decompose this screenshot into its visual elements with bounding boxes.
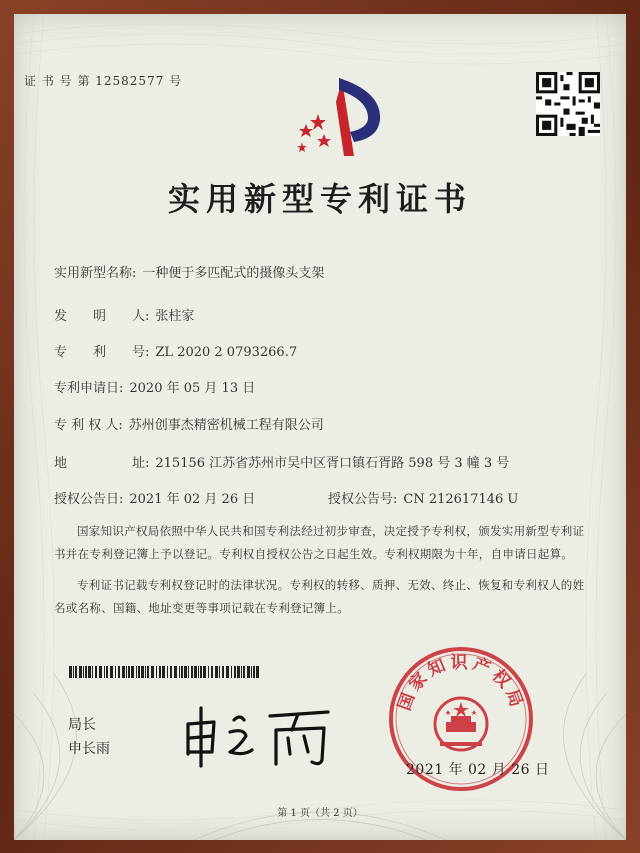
svg-text:国家知识产权局: 国家知识产权局 <box>394 652 528 714</box>
field-value: ZL 2020 2 0793266.7 <box>155 345 298 360</box>
certificate-sheet <box>14 14 626 840</box>
field-grant-number <box>328 488 518 507</box>
field-label: 专 利 号: <box>54 345 150 360</box>
barcode-icon <box>69 666 259 678</box>
field-value: 苏州创事杰精密机械工程有限公司 <box>128 418 324 433</box>
field-value: 2021 年 02 月 26 日 <box>129 492 256 507</box>
field-grant-date <box>54 488 255 507</box>
page-number: 第 1 页（共 2 页） <box>277 808 363 819</box>
seal-date: 2021 年 02 月 26 日 <box>406 762 550 778</box>
paragraph-legal-notice: 专利证书记载专利权登记时的法律状况。专利权的转移、质押、无效、终止、恢复和专利权人的姓名或名称、国籍、地址变更等事项记载在专利登记簿上。 <box>54 578 585 615</box>
cnipa-logo-icon <box>284 72 384 164</box>
paragraph-grant-statement: 国家知识产权局依照中华人民共和国专利法经过初步审查，决定授予专利权，颁发实用新型专利证书并在专利登记簿上予以登记。专利权自授权公告之日起生效。专利权期限为十年，自申请日起算。 <box>54 524 585 561</box>
handwritten-signature <box>178 702 338 772</box>
field-value: 一种便于多匹配式的摄像头支架 <box>142 266 325 281</box>
field-value: 215156 江苏省苏州市吴中区胥口镇石胥路 598 号 3 幢 3 号 <box>155 456 510 471</box>
field-patent-number <box>54 341 297 360</box>
field-label: 授权公告号: <box>328 492 398 507</box>
signatory-title: 局长 <box>68 717 96 733</box>
field-label: 专利申请日: <box>54 381 124 396</box>
field-filing-date <box>54 377 255 396</box>
field-utility-model-name <box>54 262 324 281</box>
signatory-name: 申长雨 <box>68 741 110 757</box>
field-label: 发 明 人: <box>54 309 150 324</box>
certificate-number: 证 书 号 第 12582577 号 <box>24 74 183 88</box>
field-value: 2020 年 05 月 13 日 <box>129 381 256 396</box>
field-label: 实用新型名称: <box>54 266 137 281</box>
field-value: CN 212617146 U <box>403 492 519 507</box>
field-inventor <box>54 305 194 324</box>
field-value: 张柱家 <box>155 309 195 324</box>
qr-code-icon <box>536 72 600 136</box>
field-label: 授权公告日: <box>54 492 124 507</box>
certificate-title: 实用新型专利证书 <box>167 180 472 218</box>
field-patentee <box>54 414 324 433</box>
field-label: 地 址: <box>54 456 150 471</box>
field-label: 专 利 权 人: <box>54 418 123 433</box>
field-address <box>54 452 509 471</box>
